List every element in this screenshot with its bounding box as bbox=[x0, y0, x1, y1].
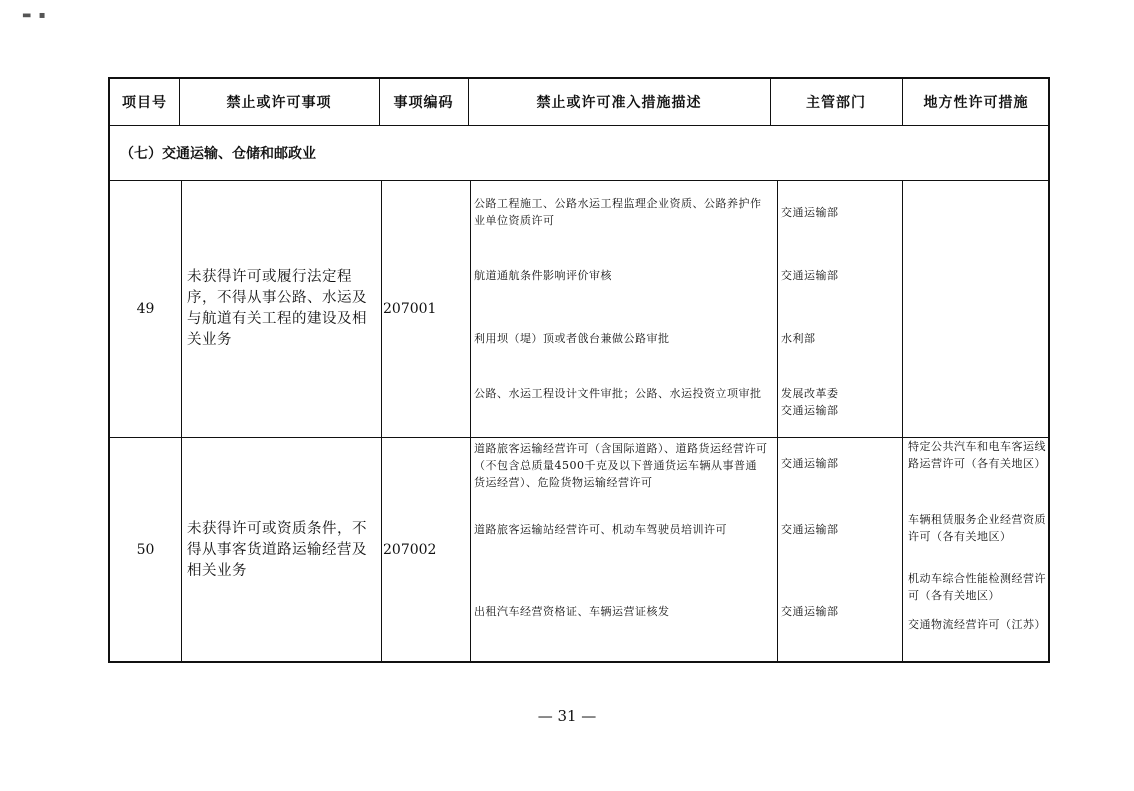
measure-desc: 利用坝（堤）顶或者戗台兼做公路审批 bbox=[474, 332, 670, 345]
measure-dept: 发展改革委 交通运输部 bbox=[781, 387, 839, 417]
header-item-name: 禁止或许可事项 bbox=[226, 95, 332, 111]
measure-desc: 出租汽车经营资格证、车辆运营证核发 bbox=[474, 605, 670, 618]
measure-desc: 公路、水运工程设计文件审批；公路、水运投资立项审批 bbox=[474, 387, 762, 400]
measure-desc: 道路旅客运输站经营许可、机动车驾驶员培训许可 bbox=[474, 523, 727, 536]
header-department: 主管部门 bbox=[806, 95, 866, 111]
measure-dept: 交通运输部 bbox=[781, 605, 839, 618]
row-item-code: 207002 bbox=[383, 542, 437, 558]
local-measure: 交通物流经营许可（江苏） bbox=[908, 618, 1046, 631]
row-number: 50 bbox=[136, 542, 155, 558]
row-item-code: 207001 bbox=[383, 300, 437, 317]
measure-desc: 公路工程施工、公路水运工程监理企业资质、公路养护作业单位资质许可 bbox=[474, 197, 762, 227]
measure-dept: 水利部 bbox=[781, 332, 816, 345]
header-local-measures: 地方性许可措施 bbox=[923, 95, 1029, 111]
table-rule bbox=[777, 180, 778, 663]
local-measure: 车辆租赁服务企业经营资质许可（各有关地区） bbox=[908, 513, 1046, 543]
measure-dept: 交通运输部 bbox=[781, 206, 839, 219]
page-number: — 31 — bbox=[537, 707, 597, 725]
row-item-text: 未获得许可或资质条件，不得从事客货道路运输经营及相关业务 bbox=[187, 520, 367, 579]
row-item-text: 未获得许可或履行法定程序，不得从事公路、水运及与航道有关工程的建设及相关业务 bbox=[187, 268, 367, 348]
regulation-table bbox=[108, 77, 1050, 663]
measure-dept: 交通运输部 bbox=[781, 523, 839, 536]
scan-artifact: ▬ ▪ bbox=[22, 10, 48, 21]
table-rule bbox=[470, 180, 471, 663]
measure-desc: 航道通航条件影响评价审核 bbox=[474, 269, 612, 282]
measure-dept: 交通运输部 bbox=[781, 269, 839, 282]
section-title: （七）交通运输、仓储和邮政业 bbox=[120, 145, 316, 162]
measure-dept: 交通运输部 bbox=[781, 457, 839, 470]
measure-desc: 道路旅客运输经营许可（含国际道路）、道路货运经营许可（不包含总质量4500千克及以下普通货运车辆从事普通货运经营）、危险货物运输经营许可 bbox=[474, 442, 768, 489]
table-rule bbox=[902, 180, 903, 663]
header-measure-desc: 禁止或许可准入措施描述 bbox=[536, 95, 702, 111]
local-measure: 特定公共汽车和电车客运线路运营许可（各有关地区） bbox=[908, 440, 1046, 470]
header-item-no: 项目号 bbox=[122, 95, 167, 111]
local-measure: 机动车综合性能检测经营许可（各有关地区） bbox=[908, 572, 1046, 602]
header-item-code: 事项编码 bbox=[393, 95, 454, 111]
row-number: 49 bbox=[136, 300, 155, 317]
